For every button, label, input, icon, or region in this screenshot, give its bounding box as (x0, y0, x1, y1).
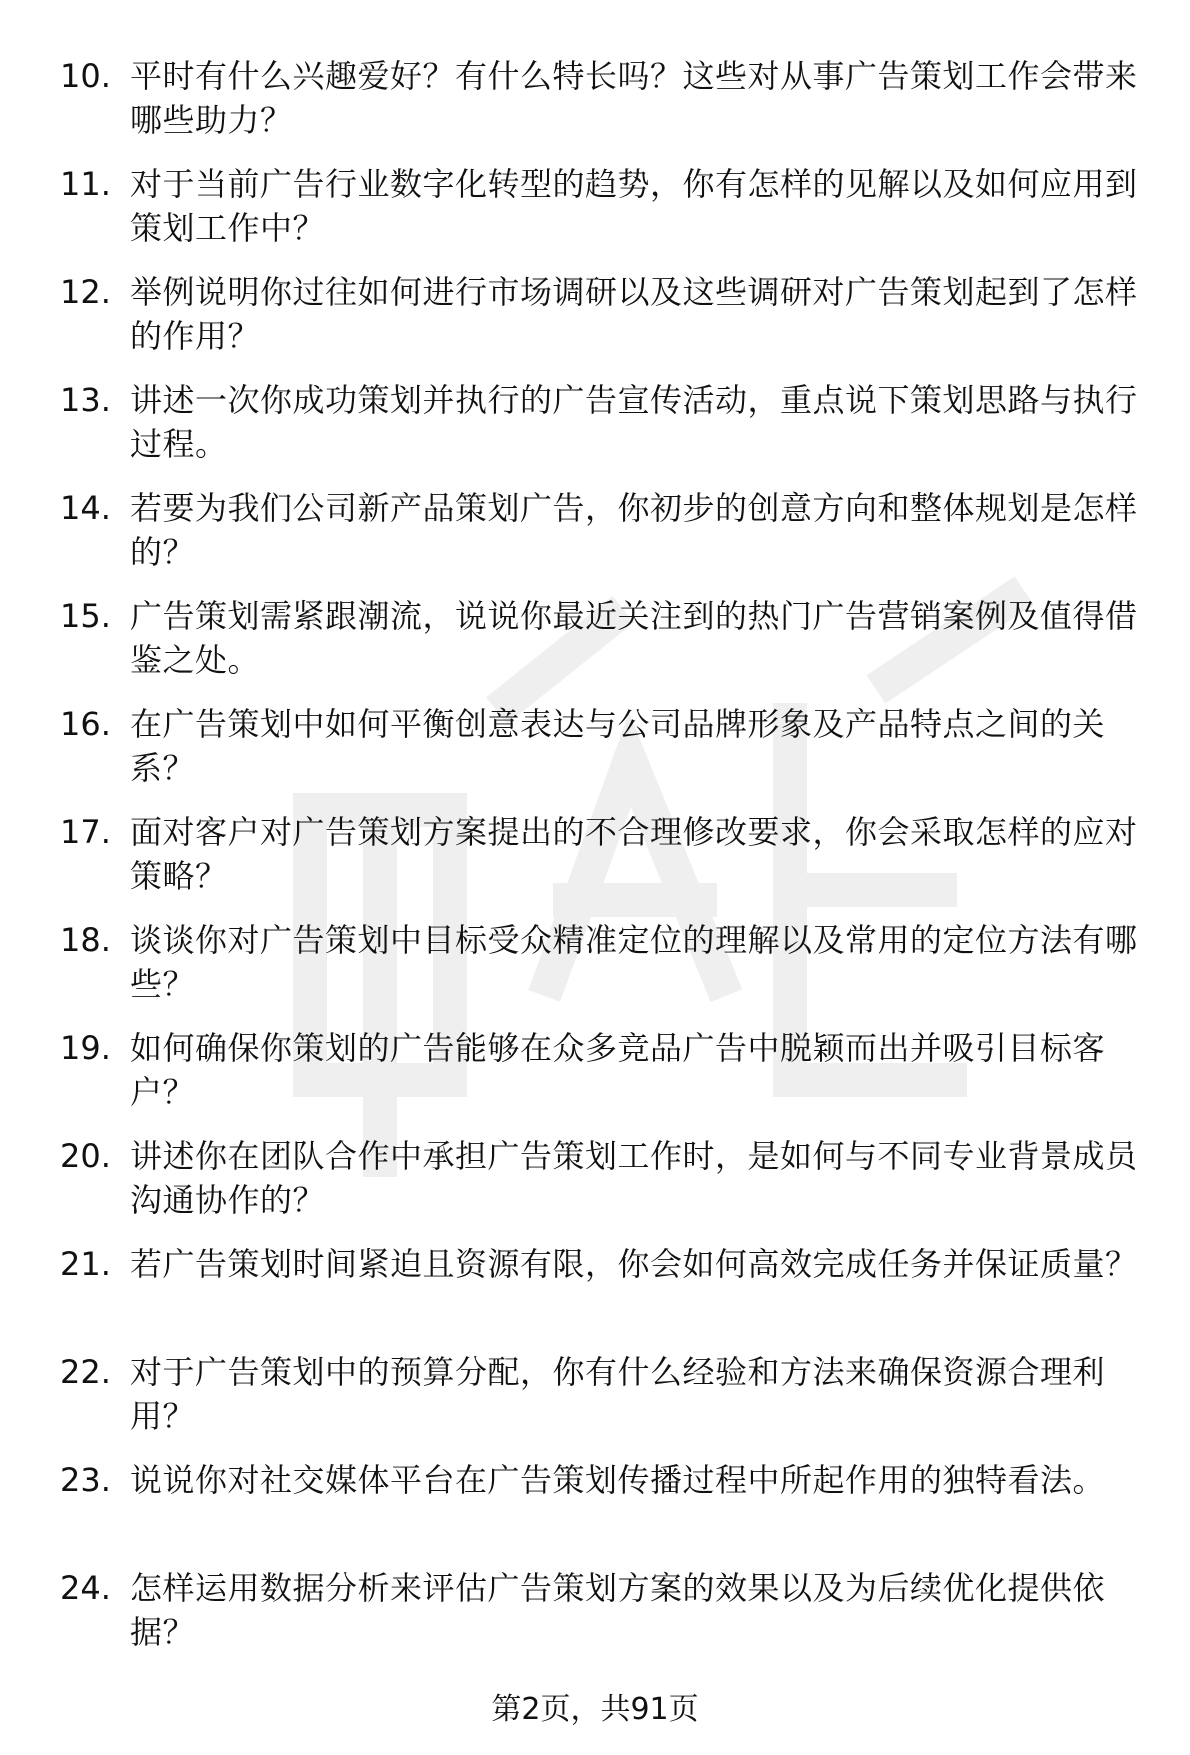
question-text: 对于广告策划中的预算分配，你有什么经验和方法来确保资源合理利用？ (130, 1353, 1106, 1435)
question-text: 面对客户对广告策划方案提出的不合理修改要求，你会采取怎样的应对策略？ (130, 813, 1138, 895)
question-number: 20. (60, 1137, 111, 1175)
question-number: 18. (60, 921, 111, 959)
question-number: 14. (60, 489, 111, 527)
question-item (60, 1566, 1150, 1674)
question-item (60, 486, 1150, 594)
question-item (60, 702, 1150, 810)
question-number: 10. (60, 57, 111, 95)
question-item (60, 162, 1150, 270)
question-item (60, 378, 1150, 486)
question-number: 15. (60, 597, 111, 635)
question-item (60, 1026, 1150, 1134)
question-text: 若广告策划时间紧迫且资源有限，你会如何高效完成任务并保证质量？ (130, 1245, 1138, 1283)
question-item (60, 1350, 1150, 1458)
question-number: 23. (60, 1461, 111, 1499)
question-text: 平时有什么兴趣爱好？有什么特长吗？这些对从事广告策划工作会带来哪些助力？ (130, 57, 1138, 139)
question-text: 广告策划需紧跟潮流，说说你最近关注到的热门广告营销案例及值得借鉴之处。 (130, 597, 1138, 679)
question-text: 怎样运用数据分析来评估广告策划方案的效果以及为后续优化提供依据？ (130, 1569, 1106, 1651)
question-number: 24. (60, 1569, 111, 1607)
question-text: 在广告策划中如何平衡创意表达与公司品牌形象及产品特点之间的关系？ (130, 705, 1106, 787)
question-text: 谈谈你对广告策划中目标受众精准定位的理解以及常用的定位方法有哪些？ (130, 921, 1138, 1003)
question-number: 16. (60, 705, 111, 743)
question-number: 12. (60, 273, 111, 311)
question-item (60, 54, 1150, 162)
question-number: 13. (60, 381, 111, 419)
question-text: 如何确保你策划的广告能够在众多竞品广告中脱颖而出并吸引目标客户？ (130, 1029, 1106, 1111)
question-number: 21. (60, 1245, 111, 1283)
question-item (60, 918, 1150, 1026)
question-list (60, 54, 1150, 1674)
question-item (60, 1242, 1150, 1350)
question-item (60, 270, 1150, 378)
question-text: 对于当前广告行业数字化转型的趋势，你有怎样的见解以及如何应用到策划工作中？ (130, 165, 1138, 247)
question-text: 说说你对社交媒体平台在广告策划传播过程中所起作用的独特看法。 (130, 1461, 1106, 1499)
question-item (60, 594, 1150, 702)
question-text: 举例说明你过往如何进行市场调研以及这些调研对广告策划起到了怎样的作用？ (130, 273, 1138, 355)
page-footer: 第2页，共91页 (491, 1692, 699, 1727)
question-item (60, 810, 1150, 918)
question-text: 讲述一次你成功策划并执行的广告宣传活动，重点说下策划思路与执行过程。 (130, 381, 1138, 463)
question-number: 22. (60, 1353, 111, 1391)
question-number: 11. (60, 165, 111, 203)
question-text: 若要为我们公司新产品策划广告，你初步的创意方向和整体规划是怎样的？ (130, 489, 1138, 571)
question-number: 17. (60, 813, 111, 851)
question-item (60, 1134, 1150, 1242)
question-number: 19. (60, 1029, 111, 1067)
question-item (60, 1458, 1150, 1566)
question-text: 讲述你在团队合作中承担广告策划工作时，是如何与不同专业背景成员沟通协作的？ (130, 1137, 1138, 1219)
